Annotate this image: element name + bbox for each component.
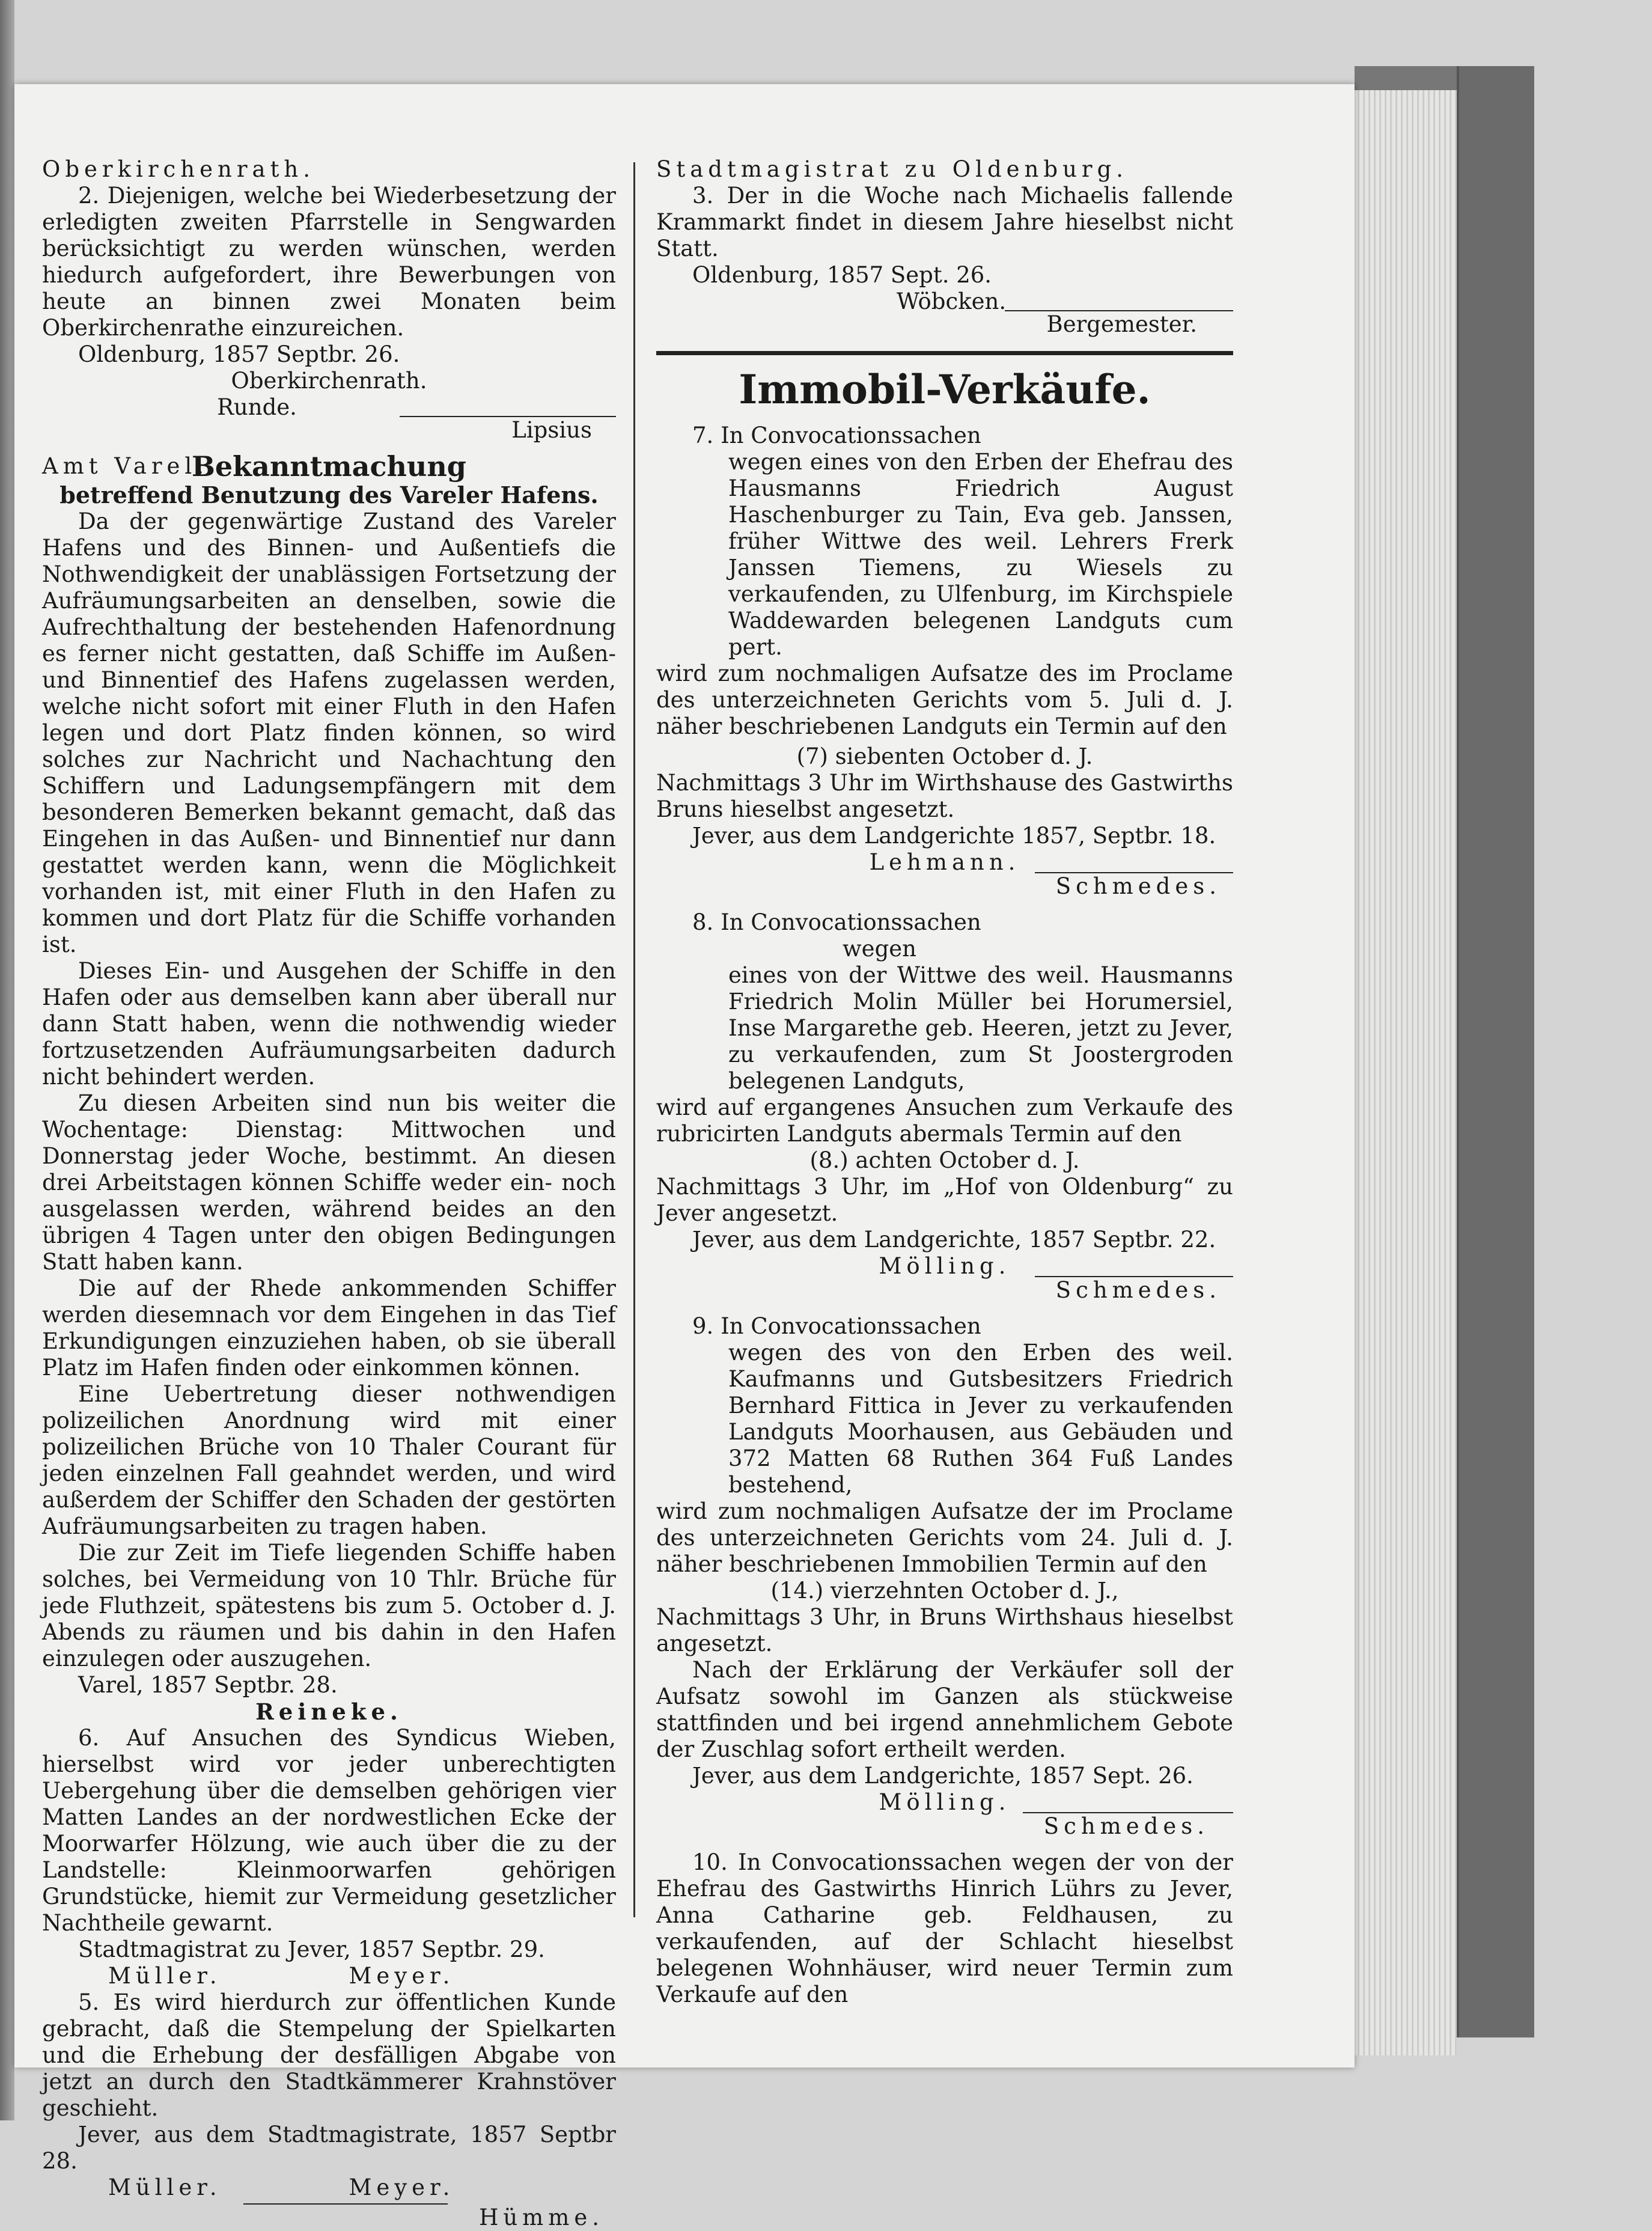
case-body: wegen des von den Erben des weil. Kaufmanns und Gutsbesitzers Friedrich Bernhard Fittica in Jever zu verkaufenden Landguts Moorhausen, aus Gebäuden und 372 Matten 68 Ruthen 364 Fuß Landes bestehend, [728, 1340, 1233, 1498]
signature-row [42, 2175, 616, 2201]
notice-date: Jever, aus dem Stadtmagistrate, 1857 Septbr 28. [42, 2122, 616, 2174]
notice-date: Jever, aus dem Landgerichte, 1857 Sept. 26. [692, 1763, 1193, 1789]
announcement-title: Bekanntmachung [192, 450, 466, 483]
scan-left-edge [0, 0, 14, 2120]
announcement-subtitle: betreffend Benutzung des Vareler Hafens. [59, 481, 599, 508]
page-edges [1355, 90, 1457, 2056]
case-time: Nachmittags 3 Uhr, in Bruns Wirthshaus hieselbst angesetzt. [656, 1604, 1233, 1656]
case-time: Nachmittags 3 Uhr im Wirthshause des Gastwirths Bruns hieselbst angesetzt. [656, 770, 1233, 822]
case-note: Nach der Erklärung der Verkäufer soll der Aufsatz sowohl im Ganzen als stückweise stattfinden und bei irgend annehmlichem Gebote der Zuschlag sofort ertheilt werden. [656, 1657, 1233, 1762]
section-header: Amt Varel. [42, 453, 209, 479]
signature-name: Runde. [217, 394, 297, 420]
notice-date: Oldenburg, 1857 Septbr. 26. [78, 341, 400, 367]
column-divider [633, 162, 635, 1917]
announcement-paragraph: Die auf der Rhede ankommenden Schiffer werden diesemnach vor dem Eingehen in das Tief Erkundigungen einzuziehen haben, ob sie überall Platz im Hafen finden oder einkommen können. [42, 1275, 616, 1381]
left-column [42, 156, 616, 2231]
signature-row [42, 1963, 616, 1989]
signature-name: Müller. [108, 2175, 222, 2200]
case-text: wird auf ergangenes Ansuchen zum Verkaufe des rubricirten Landguts abermals Termin auf den [656, 1094, 1233, 1147]
section-title: Immobil-Verkäufe. [739, 366, 1151, 413]
case-term: (8.) achten October d. J. [809, 1147, 1080, 1173]
signature-name: Meyer. [349, 2175, 455, 2200]
announcement-paragraph: Zu diesen Arbeiten sind nun bis weiter die Wochentage: Dienstag: Mittwochen und Donnerstag jeder Woche, bestimmt. An diesen drei Arbeitstagen können Schiffe weder ein- noch ausgelassen werden, während beides an den übrigen 4 Tagen unter den obigen Bedingungen Statt haben kann. [42, 1090, 616, 1275]
signature-name: Reineke. [255, 1698, 403, 1725]
notice-date: Stadtmagistrat zu Jever, 1857 Septbr. 29. [78, 1936, 545, 1962]
case-heading: 8. In Convocationssachen [692, 909, 981, 935]
case-term: (14.) vierzehnten October d. J., [770, 1578, 1119, 1604]
case-text: wird zum nochmaligen Aufsatze der im Proclame des unterzeichneten Gerichts vom 24. Juli d. J. näher beschriebenen Immobilien Termin auf den [656, 1498, 1233, 1577]
section-header: Stadtmagistrat zu Oldenburg. [656, 156, 1129, 182]
case-time: Nachmittags 3 Uhr, im „Hof von Oldenburg“ zu Jever angesetzt. [656, 1174, 1233, 1226]
section-rule [656, 351, 1233, 355]
signature-name: Müller. [108, 1963, 222, 1989]
section-header: Oberkirchenrath. [42, 156, 315, 182]
notice-paragraph: 6. Auf Ansuchen des Syndicus Wieben, hierselbst wird vor jeder unberechtigten Uebergehung über die demselben gehörigen vier Matten Landes an der nordwestlichen Ecke der Moorwarfer Hölzung, wie auch über die zu der Landstelle: Kleinmoorwarfen gehörigen Grundstücke, hiemit zur Vermeidung gesetzlicher Nachtheile gewarnt. [42, 1725, 616, 1936]
notice-paragraph: 10. In Convocationssachen wegen der von der Ehefrau des Gastwirths Hinrich Lührs zu Jever, Anna Catharine geb. Feldhausen, zu verkaufenden, auf der Schlacht hieselbst belegenen Wohnhäuser, wird neuer Termin zum Verkaufe auf den [656, 1849, 1233, 2007]
signature-clerk: Schmedes. [1043, 1813, 1209, 1839]
signature-name: Meyer. [349, 1963, 455, 1989]
signature-name: Mölling. [879, 1789, 1011, 1815]
case-text: wird zum nochmaligen Aufsatze des im Proclame des unterzeichneten Gerichts vom 5. Juli d. J. näher beschriebenen Landguts ein Termin auf den [656, 661, 1233, 739]
right-column [656, 156, 1233, 2008]
signature-clerk: Bergemester. [1046, 311, 1197, 337]
announcement-paragraph: Eine Uebertretung dieser nothwendigen polizeilichen Anordnung wird mit einer polizeilichen Brüche von 10 Thaler Courant für jeden einzelnen Fall geahndet werden, und wird außerdem der Schiffer den Schaden der gestörten Aufräumungsarbeiten zu tragen haben. [42, 1381, 616, 1539]
announcement-paragraph: Dieses Ein- und Ausgehen der Schiffe in den Hafen oder aus demselben kann aber überall nur dann Statt haben, wenn die nothwendig wieder fortzusetzenden Aufräumungsarbeiten dadurch nicht behindert werden. [42, 958, 616, 1090]
case-heading: 9. In Convocationssachen [692, 1313, 981, 1339]
notice-paragraph: 2. Diejenigen, welche bei Wiederbesetzung der erledigten zweiten Pfarrstelle in Sengwarden berücksichtigt zu werden wünschen, werden hiedurch aufgefordert, ihre Bewerbungen von heute an binnen zwei Monaten beim Oberkirchenrathe einzureichen. [42, 183, 616, 341]
signature-org: Oberkirchenrath. [231, 368, 427, 394]
notice-paragraph: 3. Der in die Woche nach Michaelis fallende Krammarkt findet in diesem Jahre hieselbst nicht Statt. [656, 183, 1233, 261]
case-heading: 7. In Convocationssachen [692, 423, 981, 448]
signature-name: Mölling. [879, 1253, 1011, 1279]
case-body: wegen eines von den Erben der Ehefrau des Hausmanns Friedrich August Haschenburger zu Tain, Eva geb. Janssen, früher Wittwe des weil. Lehrers Frerk Janssen Tiemens, zu Wiesels zu verkaufenden, zu Ulfenburg, im Kirchspiele Waddewarden belegenen Landguts cum pert. [728, 449, 1233, 660]
case-term: (7) siebenten October d. J. [796, 743, 1093, 769]
notice-date: Varel, 1857 Septbr. 28. [78, 1672, 338, 1698]
signature-clerk: Hümme. [479, 2205, 604, 2230]
signature-name: Lehmann. [869, 849, 1020, 875]
notice-date: Jever, aus dem Landgerichte, 1857 Septbr. 22. [692, 1227, 1216, 1253]
notice-date: Oldenburg, 1857 Sept. 26. [692, 262, 992, 288]
signature-clerk: Schmedes. [1055, 873, 1221, 899]
notice-paragraph: 5. Es wird hierdurch zur öffentlichen Kunde gebracht, daß die Stempelung der Spielkarten und die Erhebung der desfälligen Abgabe von jetzt an durch den Stadtkämmerer Krahnstöver geschieht. [42, 1989, 616, 2121]
signature-clerk: Schmedes. [1055, 1277, 1221, 1303]
book-binding [1457, 66, 1534, 2037]
case-body: eines von der Wittwe des weil. Hausmanns Friedrich Molin Müller bei Horumersiel, Inse Margarethe geb. Heeren, jetzt zu Jever, zu verkaufenden, zum St Joostergroden belegenen Landguts, [728, 962, 1233, 1094]
case-wegen: wegen [843, 936, 916, 962]
notice-date: Jever, aus dem Landgerichte 1857, Septbr. 18. [692, 823, 1216, 849]
announcement-paragraph: Die zur Zeit im Tiefe liegenden Schiffe haben solches, bei Vermeidung von 10 Thlr. Brüche für jede Fluthzeit, spätestens bis zum 5. October d. J. Abends zu räumen und bis dahin in den Hafen einzulegen oder auszugehen. [42, 1540, 616, 1671]
signature-name: Wöbcken. [897, 288, 1007, 314]
announcement-paragraph: Da der gegenwärtige Zustand des Vareler Hafens und des Binnen- und Außentiefs die Nothwendigkeit der unablässigen Fortsetzung der Aufräumungsarbeiten an denselben, sowie die Aufrechthaltung der bestehenden Hafenordnung es ferner nicht gestatten, daß Schiffe im Außen- und Binnentief des Hafens zugelassen werden, welche nicht sofort mit einer Fluth in den Hafen legen und dort Platz finden können, so wird solches zur Nachricht und Nachachtung den Schiffern und Ladungsempfängern mit dem besonderen Bemerken bekannt gemacht, daß das Eingehen in das Außen- und Binnentief nur dann gestattet werden kann, wenn die Möglichkeit vorhanden ist, mit einer Fluth in den Hafen zu kommen und dort Platz für die Schiffe vorhanden ist. [42, 508, 616, 957]
signature-clerk: Lipsius [511, 417, 592, 443]
